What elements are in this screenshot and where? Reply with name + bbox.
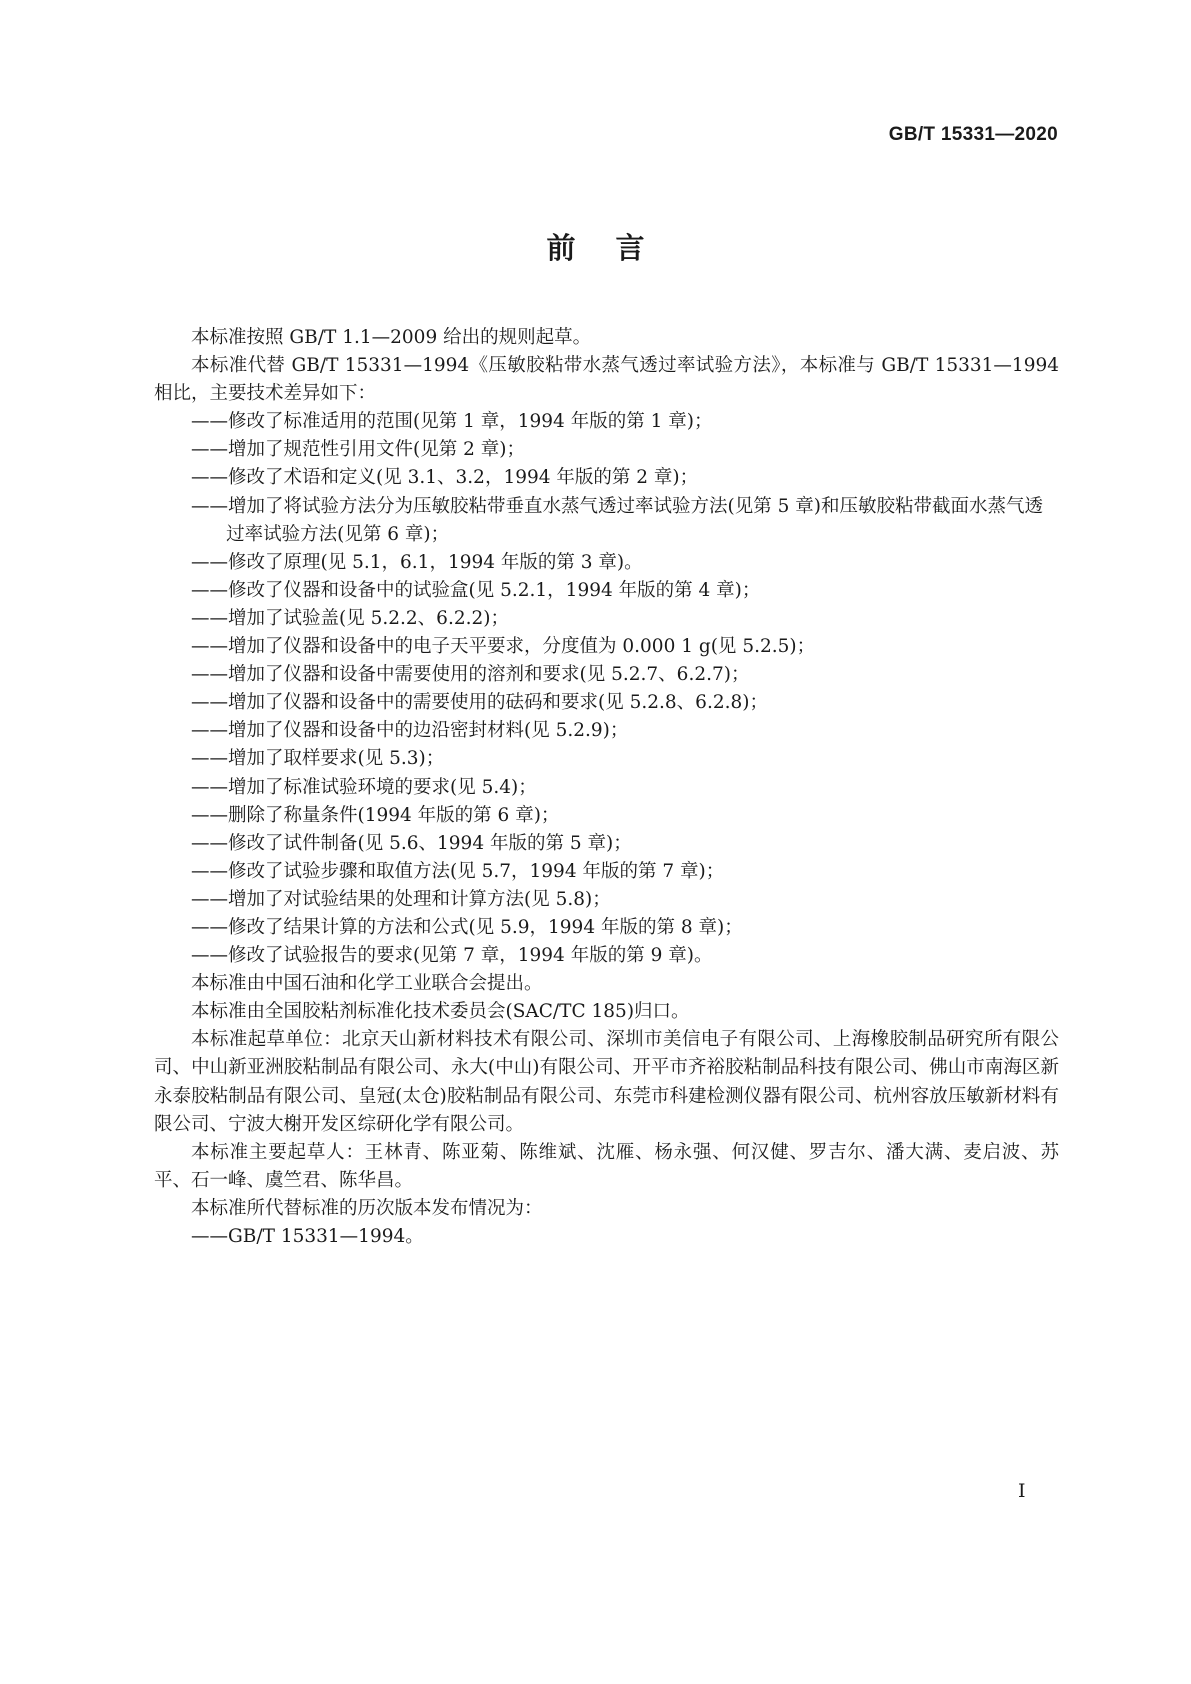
list-item: ——增加了仪器和设备中的需要使用的砝码和要求(见 5.2.8、6.2.8)；	[191, 692, 768, 714]
page-number: I	[1018, 1480, 1026, 1502]
list-item: ——修改了结果计算的方法和公式(见 5.9，1994 年版的第 8 章)；	[191, 916, 743, 938]
list-item: ——增加了对试验结果的处理和计算方法(见 5.8)；	[191, 888, 611, 910]
list-item: ——修改了原理(见 5.1，6.1，1994 年版的第 3 章)。	[191, 551, 643, 573]
standard-code: GB/T 15331—2020	[888, 124, 1058, 145]
list-item: ——增加了仪器和设备中的边沿密封材料(见 5.2.9)；	[191, 720, 629, 742]
list-item: ——增加了仪器和设备中的电子天平要求，分度值为 0.000 1 g(见 5.2.5)；	[191, 636, 816, 658]
list-item: ——修改了试验步骤和取值方法(见 5.7，1994 年版的第 7 章)；	[191, 860, 725, 882]
page-title: 前言	[546, 231, 685, 265]
list-item: ——增加了取样要求(见 5.3)；	[191, 748, 445, 770]
history-item: ——GB/T 15331—1994。	[191, 1226, 424, 1247]
list-item: ——增加了标准试验环境的要求(见 5.4)；	[191, 776, 537, 798]
paragraph-drafting-units: 本标准起草单位：北京天山新材料技术有限公司、深圳市美信电子有限公司、上海橡胶制品研究所有限公司、中山新亚洲胶粘制品有限公司、永大(中山)有限公司、开平市齐裕胶粘制品科技有限公司、佛山市南海区新永泰胶粘制品有限公司、皇冠(太仓)胶粘制品有限公司、东莞市科建检测仪器有限公司、杭州容放压敏新材料有限公司、宁波大榭开发区综研化学有限公司。	[154, 1029, 1059, 1135]
paragraph-drafters: 本标准主要起草人：王林青、陈亚菊、陈维斌、沈雁、杨永强、何汉健、罗吉尔、潘大满、麦启波、苏平、石一峰、虞竺君、陈华昌。	[154, 1141, 1059, 1191]
list-item: ——修改了术语和定义(见 3.1、3.2，1994 年版的第 2 章)；	[191, 467, 699, 489]
paragraph-proposer: 本标准由中国石油和化学工业联合会提出。	[191, 973, 543, 995]
list-item: ——增加了规范性引用文件(见第 2 章)；	[191, 439, 525, 461]
list-item: ——增加了试验盖(见 5.2.2、6.2.2)；	[191, 607, 509, 629]
list-item: ——删除了称量条件(1994 年版的第 6 章)；	[191, 804, 560, 826]
paragraph-committee: 本标准由全国胶粘剂标准化技术委员会(SAC/TC 185)归口。	[191, 1001, 690, 1023]
list-item: ——修改了仪器和设备中的试验盒(见 5.2.1，1994 年版的第 4 章)；	[191, 579, 761, 601]
document-body	[154, 324, 1059, 1251]
paragraph-history-intro: 本标准所代替标准的历次版本发布情况为：	[191, 1197, 543, 1219]
list-item: ——修改了试验报告的要求(见第 7 章，1994 年版的第 9 章)。	[191, 945, 713, 967]
list-item: ——修改了标准适用的范围(见第 1 章，1994 年版的第 1 章)；	[191, 411, 713, 433]
paragraph-replacement: 本标准代替 GB/T 15331—1994《压敏胶粘带水蒸气透过率试验方法》，本标准与 GB/T 15331—1994 相比，主要技术差异如下：	[154, 355, 1059, 405]
list-item: ——增加了将试验方法分为压敏胶粘带垂直水蒸气透过率试验方法(见第 5 章)和压敏胶粘带截面水蒸气透过率试验方法(见第 6 章)；	[191, 495, 1043, 545]
list-item: ——增加了仪器和设备中需要使用的溶剂和要求(见 5.2.7、6.2.7)；	[191, 664, 750, 686]
paragraph-drafting-rule: 本标准按照 GB/T 1.1—2009 给出的规则起草。	[191, 327, 592, 348]
list-item: ——修改了试件制备(见 5.6、1994 年版的第 5 章)；	[191, 832, 632, 854]
